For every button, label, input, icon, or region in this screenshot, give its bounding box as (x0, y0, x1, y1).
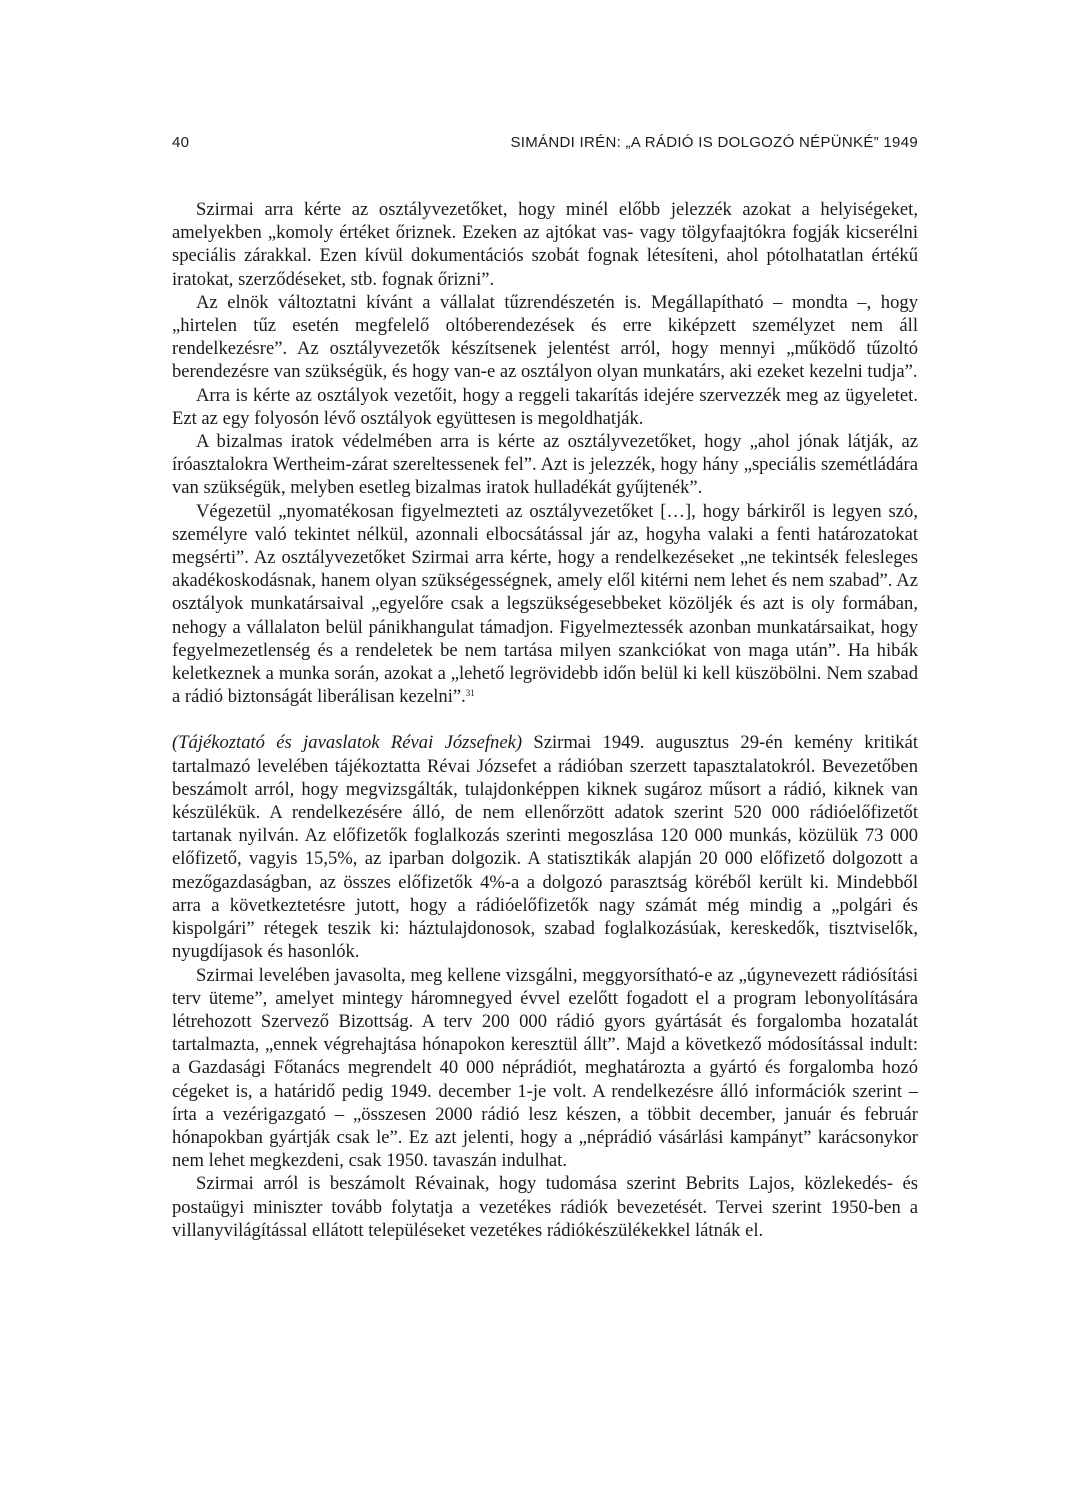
paragraph-cleaning-duty (172, 384, 918, 430)
paragraph-text: A bizalmas iratok védelmében arra is kérte az osztályvezetőket, hogy „ahol jónak látják, az íróasztalokra Wertheim-zárat szereltessenek fel”. Azt is jelezzék, hogy hány „speciális szemétládára van szükségük, melyben esetleg bizalmas iratok hulladékát gyűjtenék”. (172, 431, 918, 499)
page-number: 40 (172, 134, 190, 151)
body-text (172, 198, 918, 1242)
paragraph-security-rooms (172, 198, 918, 291)
paragraph-fire-safety (172, 291, 918, 384)
paragraph-revai-report (172, 731, 918, 963)
paragraph-text: Szirmai levelében javasolta, meg kellene vizsgálni, meggyorsítható-e az „úgynevezett rádiósítási terv üteme”, amelyet mintegy háromnegyed évvel ezelőtt fogadott el a program lebonyolítására létrehozott Szervező Bizottság. A terv 200 000 rádió gyors gyártását és forgalomba hozatalát tartalmazta, „ennek végrehajtása hónapokon keresztül állt”. Majd a következő módosítással indult: a Gazdasági Főtanács megrendelt 40 000 néprádiót, meghatározta a gyártó és forgalomba hozó cégeket is, a határidő pedig 1949. december 1-je volt. A rendelkezésre álló információk szerint – írta a vezérigazgató – „összesen 2000 rádió lesz készen, a többit december, január és február hónapokban gyártják csak le”. Ez azt jelenti, hogy a „néprádió vásárlási kampányt” karácsonykor nem lehet megkezdeni, csak 1950. tavaszán indulhat. (172, 964, 918, 1172)
page-header (172, 134, 918, 156)
paragraph-text: Arra is kérte az osztályok vezetőit, hogy a reggeli takarítás idejére szervezzék meg az ügyeletet. Ezt az egy folyosón lévő osztályok együttesen is megoldhatják. (172, 384, 918, 429)
paragraph-text: Végezetül „nyomatékosan figyelmezteti az osztályvezetőket […], hogy bárkiről is legyen szó, személyre való tekintet nélkül, azonnali elbocsátással jár az, hogyha valaki a fenti határozatokat megsérti”. Az osztályvezetőket Szirmai arra kérte, hogy a rendelkezéseket „ne tekintsék felesleges akadékoskodásnak, hanem olyan szükségességnek, amely elől kitérni nem lehet és nem szabad”. Az osztályok munkatársaival „egyelőre csak a legszükségesebbeket közöljék és azt is oly formában, nehogy a vállalaton belül pánikhangulat támadjon. Figyelmeztessék azonban munkatársaikat, hogy fegyelmezetlenség és a rendeletek be nem tartása milyen szankciókat von maga után”. Ha hibák keletkeznek a munka során, azokat a „lehető legrövidebb időn belül ki kell küszöbölni. Nem szabad a rádió biztonságát liberálisan kezelni”. (172, 500, 918, 708)
paragraph-text: Szirmai arra kérte az osztályvezetőket, hogy minél előbb jelezzék azokat a helyiségeket, amelyekben „komoly értéket őriznek. Ezeken az ajtókat vas- vagy tölgyfaajtókra fogják kicserélni speciális zárakkal. Ezen kívül dokumentációs szobát fognak létesíteni, ahol pótolhatatlan értékű iratokat, szerződéseket, stb. fognak őrizni”. (172, 199, 918, 290)
paragraph-confidential-documents (172, 430, 918, 500)
paragraph-text: Az elnök változtatni kívánt a vállalat tűzrendészetén is. Megállapítható – mondta –, hogy „hirtelen tűz esetén megfelelő oltóberendezések és erre kiképzett személyzet nem áll rendelkezésre”. Az osztályvezetők készítsenek jelentést arról, hogy mennyi „működő tűzoltó berendezésre van szükségük, és hogy van-e az osztályon olyan munkatárs, aki ezeket kezelni tudja”. (172, 291, 918, 383)
section-lead-in: (Tájékoztató és javaslatok Révai Józsefnek) (172, 732, 523, 754)
paragraph-text: Szirmai arról is beszámolt Révainak, hogy tudomása szerint Bebrits Lajos, közlekedés- és postaügyi miniszter tovább folytatja a vezetékes rádiók bevezetését. Tervei szerint 1950-ben a villanyvilágítással ellátott településeket vezetékes rádiókészülékekkel látnák el. (172, 1173, 918, 1241)
paragraph-wired-radio (172, 1172, 918, 1242)
paragraph-final-warning (172, 500, 918, 709)
paragraph-text: Szirmai 1949. augusztus 29-én kemény kritikát tartalmazó levelében tájékoztatta Révai Józsefet a rádióban szerzett tapasztalatokról. Bevezetőben beszámolt arról, hogy megvizsgálták, tulajdonképpen kiknek sugároz műsort a rádió, kiknek van készülékük. A rendelkezésére álló, de nem ellenőrzött adatok szerint 520 000 rádióelőfizetőt tartanak nyilván. Az előfizetők foglalkozás szerinti megoszlása 120 000 munkás, közülük 73 000 előfizető, vagyis 15,5%, az iparban dolgozik. A statisztikák alapján 20 000 előfizető dolgozott a mezőgazdaságban, az összes előfizetők 4%-a a dolgozó parasztság köréből került ki. Mindebből arra a következtetésre jutott, hogy a rádióelőfizetők nagy számát még mindig a „polgári és kispolgári” rétegek teszik ki: háztulajdonosok, szabad foglalkozásúak, kereskedők, tisztviselők, nyugdíjasok és hasonlók. (172, 732, 918, 963)
paragraph-radio-plan (172, 964, 918, 1173)
footnote-marker: 31 (465, 688, 475, 699)
running-title: SIMÁNDI IRÉN: „A RÁDIÓ IS DOLGOZÓ NÉPÜNKÉ” 1949 (510, 134, 918, 151)
